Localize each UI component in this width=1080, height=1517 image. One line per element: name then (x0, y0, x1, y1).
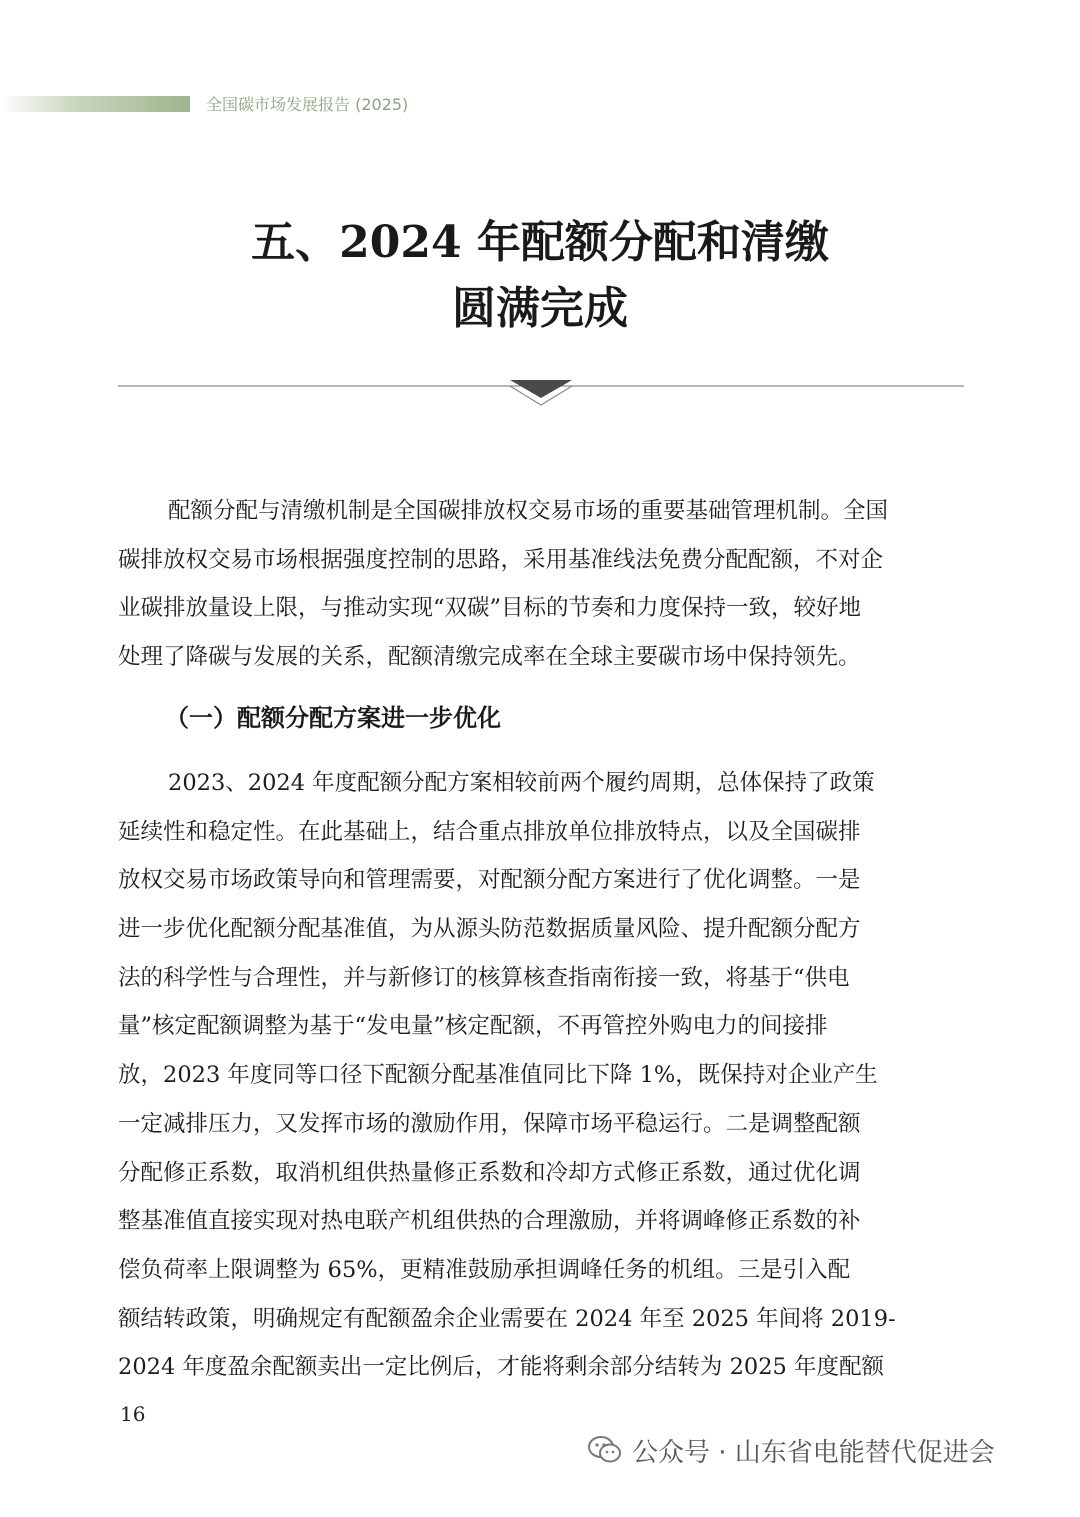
header-accent-bar (0, 96, 190, 112)
intro-paragraph (118, 487, 964, 682)
section-line: 量”核定配额调整为基于“发电量”核定配额，不再管控外购电力的间接排 (118, 1013, 828, 1040)
page-number: 16 (120, 1402, 146, 1426)
wechat-icon (588, 1435, 622, 1465)
watermark (588, 1430, 995, 1470)
section-line: 分配修正系数，取消机组供热量修正系数和冷却方式修正系数，通过优化调 (118, 1159, 861, 1186)
chapter-title-line-2: 圆满完成 (452, 283, 628, 334)
section-heading: （一）配额分配方案进一步优化 (165, 703, 501, 732)
section-line: 2023、2024 年度配额分配方案相较前两个履约周期，总体保持了政策 (168, 770, 875, 796)
section-line: 法的科学性与合理性，并与新修订的核算核查指南衔接一致，将基于“供电 (118, 964, 850, 991)
title-divider (118, 376, 964, 408)
running-header: 全国碳市场发展报告 (2025) (206, 95, 409, 114)
section-line: 进一步优化配额分配基准值，为从源头防范数据质量风险、提升配额分配方 (118, 916, 861, 943)
intro-line: 处理了降碳与发展的关系，配额清缴完成率在全球主要碳市场中保持领先。 (118, 644, 861, 671)
section-line: 偿负荷率上限调整为 65%，更精准鼓励承担调峰任务的机组。三是引入配 (118, 1256, 851, 1283)
section-line: 整基准值直接实现对热电联产机组供热的合理激励，并将调峰修正系数的补 (118, 1208, 861, 1235)
intro-line: 碳排放权交易市场根据强度控制的思路，采用基准线法免费分配配额，不对企 (118, 546, 884, 573)
section-line: 一定减排压力，又发挥市场的激励作用，保障市场平稳运行。二是调整配额 (118, 1110, 861, 1137)
section-line: 2024 年度盈余配额卖出一定比例后，才能将剩余部分结转为 2025 年度配额 (118, 1354, 884, 1381)
section-paragraph (118, 759, 964, 1392)
section-line: 放权交易市场政策导向和管理需要，对配额分配方案进行了优化调整。一是 (118, 867, 861, 894)
section-line: 额结转政策，明确规定有配额盈余企业需要在 2024 年至 2025 年间将 2019- (118, 1305, 896, 1332)
watermark-text: 公众号 · 山东省电能替代促进会 (632, 1437, 995, 1468)
intro-line: 配额分配与清缴机制是全国碳排放权交易市场的重要基础管理机制。全国 (168, 498, 889, 524)
chapter-title-line-1: 五、2024 年配额分配和清缴 (251, 217, 829, 268)
section-line: 放，2023 年度同等口径下配额分配基准值同比下降 1%，既保持对企业产生 (118, 1062, 878, 1089)
intro-line: 业碳排放量设上限，与推动实现“双碳”目标的节奏和力度保持一致，较好地 (118, 595, 862, 622)
chapter-title (0, 210, 1080, 342)
section-line: 延续性和稳定性。在此基础上，结合重点排放单位排放特点，以及全国碳排 (118, 818, 861, 845)
